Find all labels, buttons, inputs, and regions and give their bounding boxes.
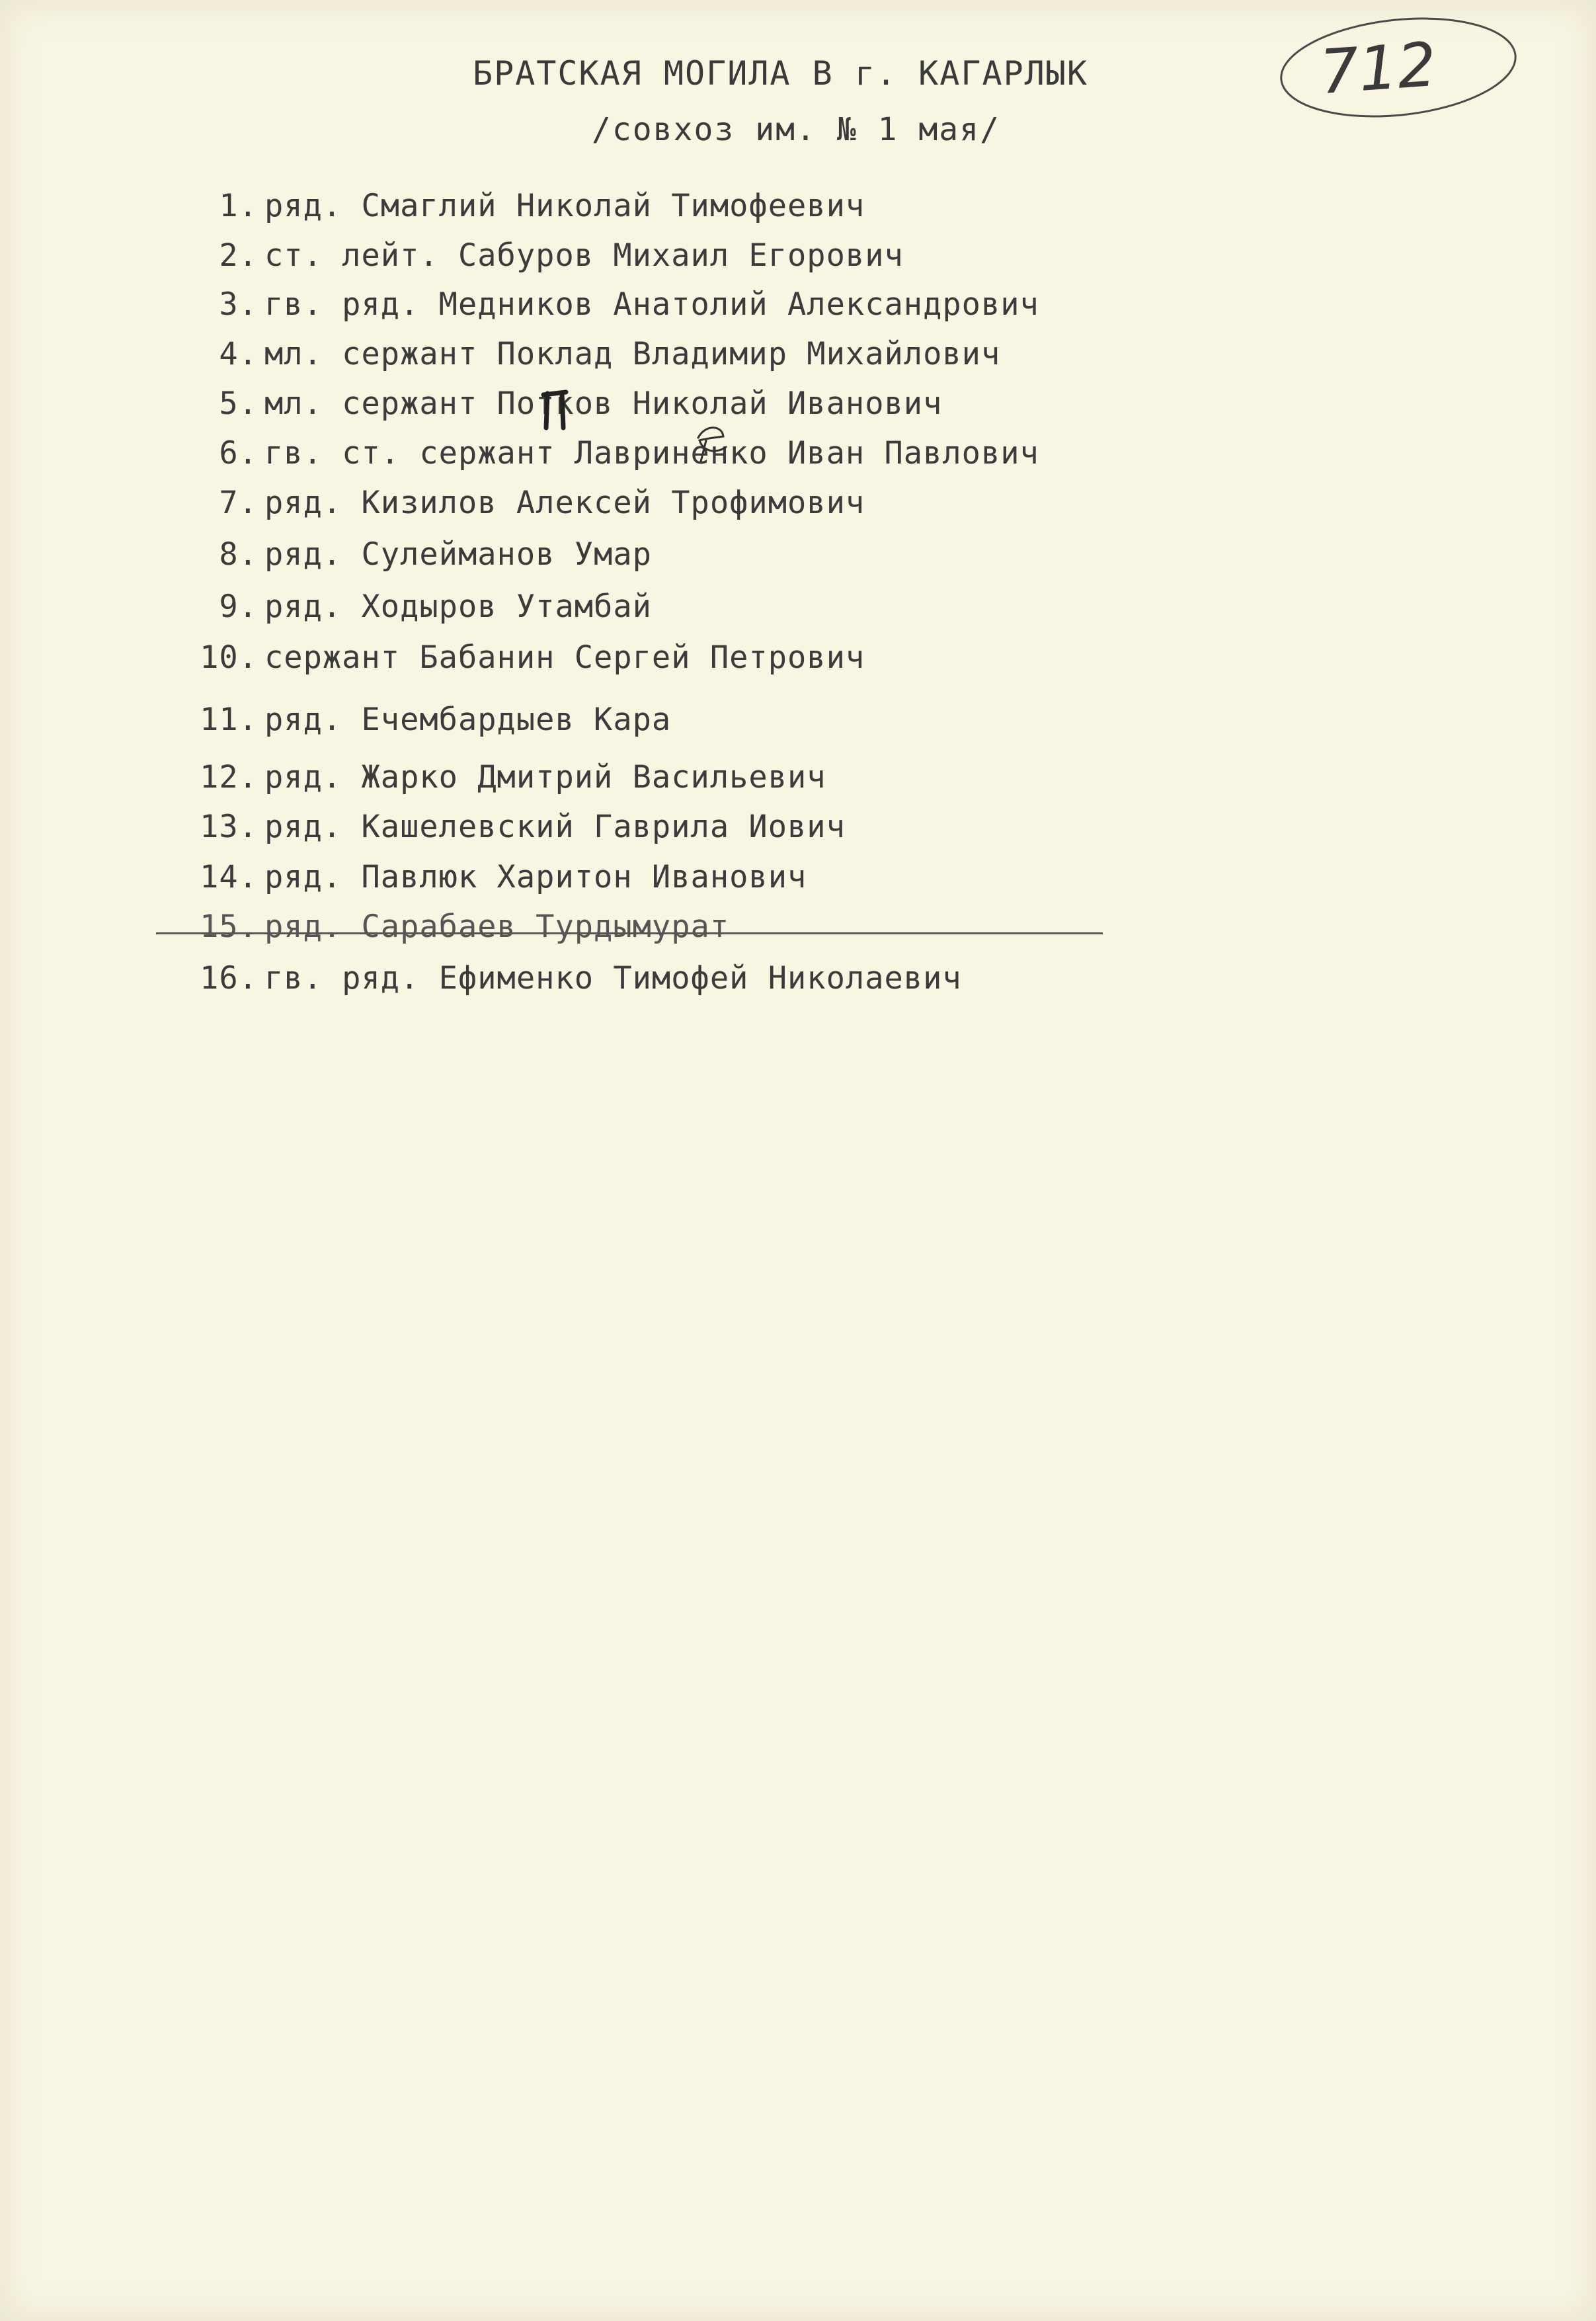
entry-text: мл. сержант Поклад Владимир Михайлович [264, 336, 1001, 372]
list-item [0, 435, 1039, 471]
entry-number: 6. [219, 435, 258, 471]
list-item [0, 809, 846, 845]
list-item [0, 759, 826, 795]
entry-number: 13. [200, 809, 258, 845]
entry-number: 2. [219, 237, 258, 274]
entry-number: 1. [219, 188, 258, 224]
entry-number: 7. [219, 485, 258, 521]
entry-text: ряд. Сулейманов Умар [264, 536, 652, 573]
entry-text: ряд. Жарко Дмитрий Васильевич [264, 759, 826, 795]
page-number-stamp [1269, 7, 1534, 132]
entry-text: сержант Бабанин Сергей Петрович [264, 639, 865, 676]
document-title: БРАТСКАЯ МОГИЛА В г. КАГАРЛЫК [473, 54, 1088, 93]
entry-text: ряд. Смаглий Николай Тимофеевич [264, 188, 865, 224]
entry-text: гв. ст. сержант Лавриненко Иван Павлович [264, 435, 1039, 471]
document-subtitle: /совхоз им. № 1 мая/ [592, 111, 1000, 148]
entry-number: 15. [200, 909, 258, 945]
list-item [0, 336, 1000, 372]
entry-text: ряд. Кизилов Алексей Трофимович [264, 485, 865, 521]
handwritten-correction-mark [539, 387, 571, 433]
entry-text: ряд. Ечембардыев Кара [264, 702, 672, 738]
list-item [0, 589, 652, 625]
list-item [0, 386, 942, 422]
entry-number: 4. [219, 336, 258, 372]
entry-text: ряд. Ходыров Утамбай [264, 589, 652, 625]
entry-text: мл. сержант Потков Николай Иванович [264, 386, 943, 422]
entry-text: гв. ряд. Ефименко Тимофей Николаевич [264, 960, 962, 997]
entry-number: 8. [219, 536, 258, 573]
list-item [0, 702, 671, 738]
entry-number: 5. [219, 386, 258, 422]
list-item [0, 536, 652, 573]
entry-text: гв. ряд. Медников Анатолий Александрович [264, 286, 1039, 323]
entry-number: 16. [200, 960, 258, 997]
entry-number: 14. [200, 859, 258, 895]
list-item [0, 960, 962, 997]
page-number-handwritten: 712 [1318, 29, 1439, 108]
strikethrough-line [156, 932, 1103, 934]
list-item [0, 859, 807, 895]
list-item-struck [0, 909, 729, 945]
entry-text: ряд. Кашелевский Гаврила Иович [264, 809, 846, 845]
entry-text: ряд. Павлюк Харитон Иванович [264, 859, 807, 895]
handwritten-correction-mark [693, 418, 733, 464]
entry-text: ст. лейт. Сабуров Михаил Егорович [264, 237, 904, 274]
entry-number: 10. [200, 639, 258, 676]
list-item [0, 485, 865, 521]
list-item [0, 286, 1039, 323]
entry-number: 12. [200, 759, 258, 795]
entry-text: ряд. Сарабаев Турдымурат [264, 909, 730, 945]
list-item [0, 639, 865, 676]
entry-number: 9. [219, 589, 258, 625]
entry-number: 11. [200, 702, 258, 738]
entry-number: 3. [219, 286, 258, 323]
list-item [0, 237, 904, 274]
list-item [0, 188, 865, 224]
